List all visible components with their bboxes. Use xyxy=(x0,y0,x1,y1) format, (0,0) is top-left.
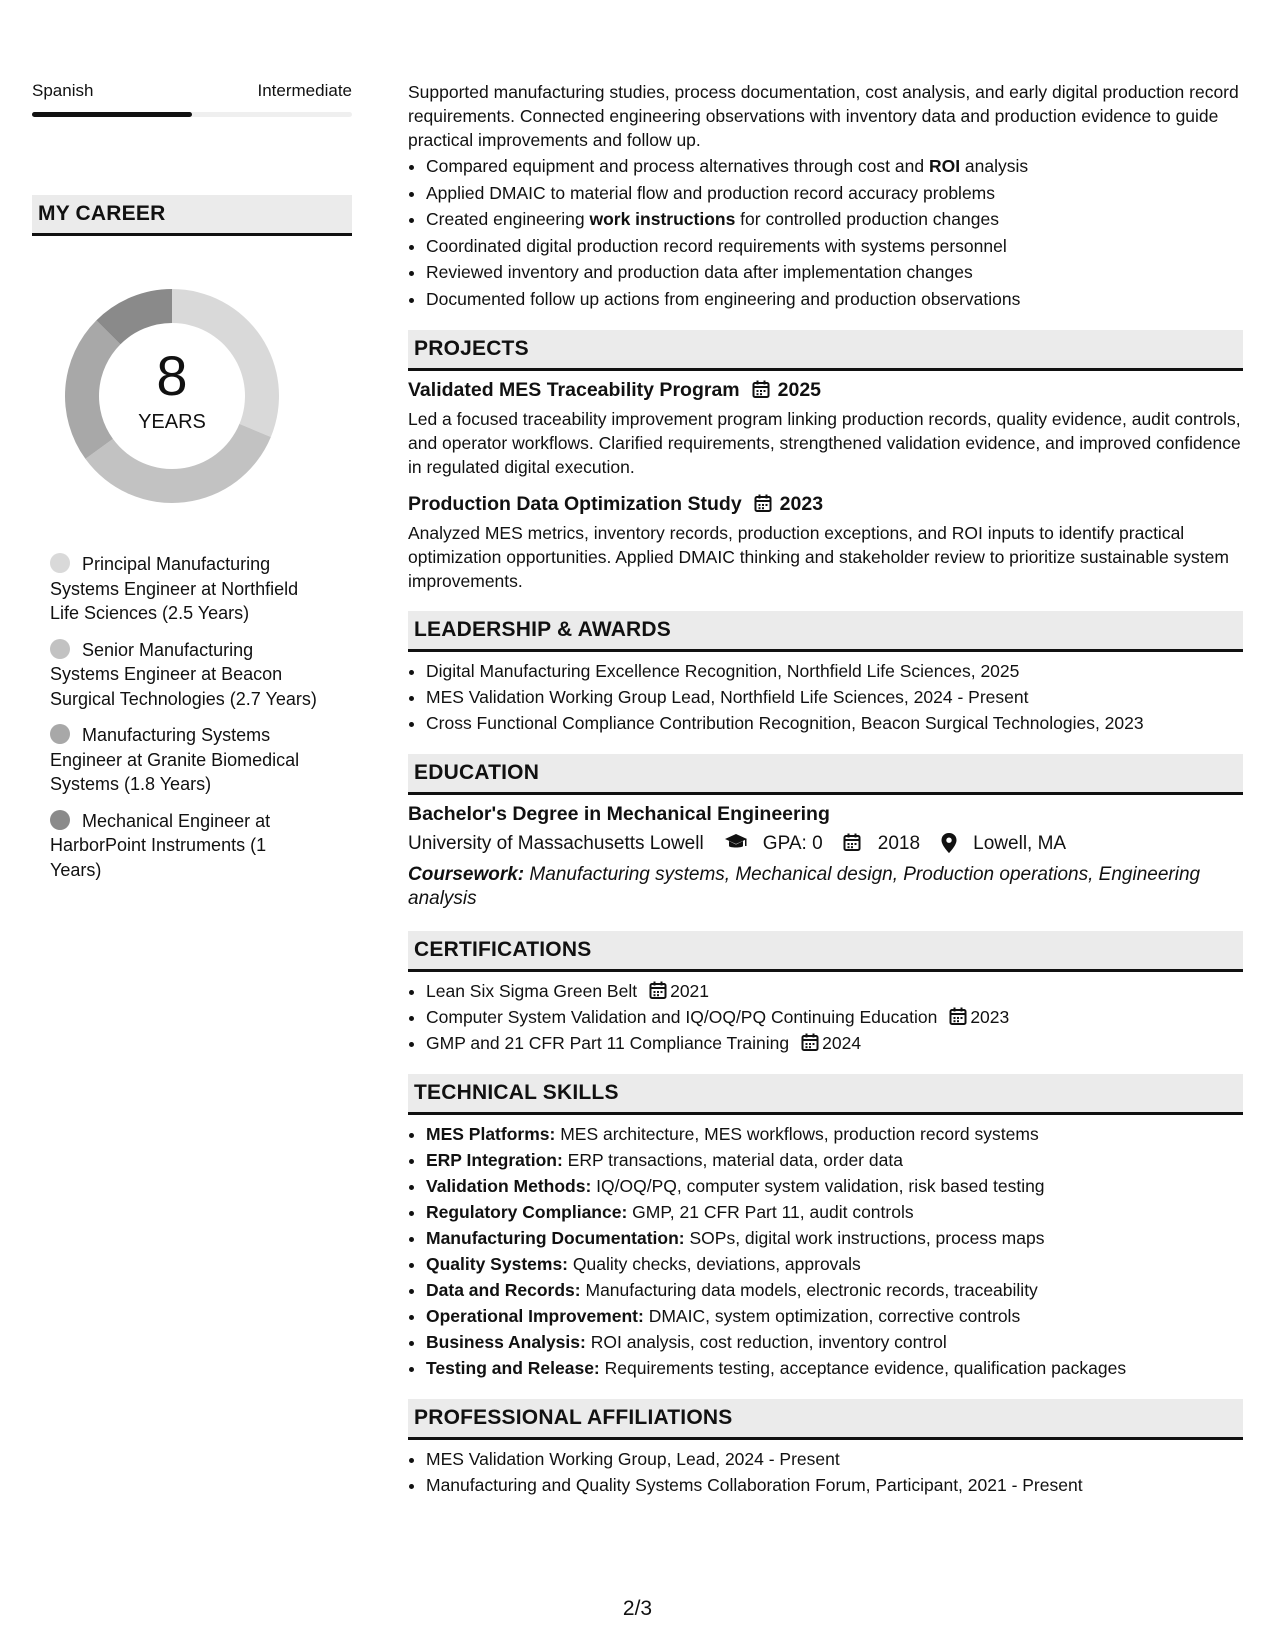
project-title: Validated MES Traceability Program xyxy=(408,379,740,401)
affiliation-item: • Manufacturing and Quality Systems Collaboration Forum, Participant, 2021 - Present xyxy=(426,1472,1243,1498)
skills-list xyxy=(408,1121,1243,1381)
graduation-year: 2018 xyxy=(877,833,921,854)
skill-item xyxy=(426,1251,1243,1277)
career-role-text: Mechanical Engineer at HarborPoint Instruments (1 Years) xyxy=(50,810,271,880)
sidebar xyxy=(32,80,352,894)
skill-label: Validation Methods: xyxy=(426,1176,592,1196)
skill-item xyxy=(426,1199,1243,1225)
main-content xyxy=(408,80,1243,1498)
calendar-icon xyxy=(801,1033,819,1051)
skill-item xyxy=(426,1225,1243,1251)
experience-bullet: • Documented follow up actions from engineering and production observations xyxy=(426,286,1243,313)
skill-item xyxy=(426,1329,1243,1355)
experience-bullet: • Coordinated digital production record requirements with systems personnel xyxy=(426,233,1243,260)
graduation-cap-icon xyxy=(724,833,742,851)
legend-swatch xyxy=(50,810,70,830)
gpa: GPA: 0 xyxy=(762,833,823,854)
project-title-row xyxy=(408,491,1243,517)
education-details xyxy=(408,831,1243,857)
skill-value: ROI analysis, cost reduction, inventory control xyxy=(590,1332,947,1352)
experience-bullet: • Created engineering work instructions for controlled production changes xyxy=(426,206,1243,233)
skill-item xyxy=(426,1121,1243,1147)
project-description: Led a focused traceability improvement program linking production records, quality evidence, audit controls, and operator workflows. Clarified requirements, strengthened validation evidence, and improved confidence in regulated digital execution. xyxy=(408,409,1241,477)
skill-label: Quality Systems: xyxy=(426,1254,568,1274)
skill-label: Data and Records: xyxy=(426,1280,581,1300)
school-name: University of Massachusetts Lowell xyxy=(408,833,704,854)
language-row xyxy=(32,80,352,102)
affiliations-list xyxy=(408,1446,1243,1498)
career-role-text: Manufacturing Systems Engineer at Granite Biomedical Systems (1.8 Years) xyxy=(50,725,300,794)
projects-heading: PROJECTS xyxy=(408,330,1243,371)
career-heading: MY CAREER xyxy=(32,195,352,236)
experience-intro: Supported manufacturing studies, process documentation, cost analysis, and early digital production record requirements. Connected engineering observations with inventory data and production evidence to guide practical improvements and follow up. xyxy=(408,82,1239,150)
project-title-row xyxy=(408,377,1243,403)
certifications-section xyxy=(408,931,1243,1056)
certifications-list xyxy=(408,978,1243,1056)
certification-year: 2024 xyxy=(822,1033,862,1053)
career-role-item xyxy=(50,638,320,712)
career-total-label: YEARS xyxy=(138,411,206,433)
leadership-heading: LEADERSHIP & AWARDS xyxy=(408,611,1243,652)
career-role-text: Senior Manufacturing Systems Engineer at Beacon Surgical Technologies (2.7 Years) xyxy=(50,639,317,709)
calendar-icon xyxy=(754,494,772,512)
calendar-icon xyxy=(752,380,770,398)
skill-label: Testing and Release: xyxy=(426,1358,600,1378)
experience-bullet: • Reviewed inventory and production data after implementation changes xyxy=(426,259,1243,286)
career-role-item xyxy=(50,552,320,626)
award-item: • Digital Manufacturing Excellence Recognition, Northfield Life Sciences, 2025 xyxy=(426,658,1243,684)
career-total-years: 8 xyxy=(156,344,188,407)
project-year: 2023 xyxy=(779,493,824,515)
skill-label: MES Platforms: xyxy=(426,1124,556,1144)
skill-item xyxy=(426,1277,1243,1303)
project-item xyxy=(408,377,1243,479)
education-heading: EDUCATION xyxy=(408,754,1243,795)
calendar-icon xyxy=(843,833,861,851)
certifications-heading: CERTIFICATIONS xyxy=(408,931,1243,972)
skill-label: Business Analysis: xyxy=(426,1332,586,1352)
award-item: • MES Validation Working Group Lead, Northfield Life Sciences, 2024 - Present xyxy=(426,684,1243,710)
career-role-item xyxy=(50,809,320,883)
skill-value: GMP, 21 CFR Part 11, audit controls xyxy=(632,1202,914,1222)
education-section xyxy=(408,754,1243,911)
coursework-label: Coursework: xyxy=(408,864,525,885)
skill-value: SOPs, digital work instructions, process maps xyxy=(689,1228,1045,1248)
career-role-item xyxy=(50,723,320,797)
career-role-text: Principal Manufacturing Systems Engineer at Northfield Life Sciences (2.5 Years) xyxy=(50,554,299,623)
certification-name: GMP and 21 CFR Part 11 Compliance Training xyxy=(426,1033,790,1053)
affiliation-item: • MES Validation Working Group, Lead, 2024 - Present xyxy=(426,1446,1243,1472)
legend-swatch xyxy=(50,724,70,744)
skill-value: IQ/OQ/PQ, computer system validation, risk based testing xyxy=(596,1176,1045,1196)
career-legend xyxy=(32,552,352,882)
affiliations-heading: PROFESSIONAL AFFILIATIONS xyxy=(408,1399,1243,1440)
skills-section xyxy=(408,1074,1243,1381)
leadership-list xyxy=(408,658,1243,736)
skill-value: ERP transactions, material data, order data xyxy=(567,1150,903,1170)
certification-item xyxy=(426,1030,1243,1056)
certification-year: 2023 xyxy=(970,1007,1010,1027)
career-donut-chart xyxy=(52,276,292,516)
skill-label: Manufacturing Documentation: xyxy=(426,1228,685,1248)
skill-value: Requirements testing, acceptance evidence, qualification packages xyxy=(604,1358,1127,1378)
degree-title: Bachelor's Degree in Mechanical Engineering xyxy=(408,803,830,825)
projects-list xyxy=(408,377,1243,593)
skill-label: Operational Improvement: xyxy=(426,1306,644,1326)
language-level: Intermediate xyxy=(257,81,352,100)
calendar-icon xyxy=(649,981,667,999)
language-name: Spanish xyxy=(32,81,94,100)
skill-label: ERP Integration: xyxy=(426,1150,563,1170)
certification-item xyxy=(426,978,1243,1004)
language-proficiency-fill xyxy=(32,112,192,117)
affiliations-section xyxy=(408,1399,1243,1498)
leadership-section xyxy=(408,611,1243,736)
award-item: • Cross Functional Compliance Contribution Recognition, Beacon Surgical Technologies, 2023 xyxy=(426,710,1243,736)
donut-slice xyxy=(85,424,270,503)
coursework xyxy=(408,863,1243,911)
skill-item xyxy=(426,1173,1243,1199)
skill-item xyxy=(426,1355,1243,1381)
certification-year: 2021 xyxy=(670,981,710,1001)
skill-value: DMAIC, system optimization, corrective controls xyxy=(648,1306,1021,1326)
skills-heading: TECHNICAL SKILLS xyxy=(408,1074,1243,1115)
project-year: 2025 xyxy=(777,379,822,401)
certification-name: Computer System Validation and IQ/OQ/PQ Continuing Education xyxy=(426,1007,938,1027)
legend-swatch xyxy=(50,553,70,573)
experience-bullet: • Compared equipment and process alternatives through cost and ROI analysis xyxy=(426,153,1243,180)
experience-bullet: • Applied DMAIC to material flow and production record accuracy problems xyxy=(426,180,1243,207)
certification-item xyxy=(426,1004,1243,1030)
location-pin-icon xyxy=(941,833,959,851)
page-number: 2/3 xyxy=(622,1597,653,1620)
legend-swatch xyxy=(50,639,70,659)
certification-name: Lean Six Sigma Green Belt xyxy=(426,981,638,1001)
language-proficiency-bar xyxy=(32,112,352,117)
calendar-icon xyxy=(949,1007,967,1025)
school-location: Lowell, MA xyxy=(973,833,1067,854)
skill-item xyxy=(426,1303,1243,1329)
project-item xyxy=(408,491,1243,593)
coursework-list: Manufacturing systems, Mechanical design, Production operations, Engineering analysis xyxy=(408,864,1201,909)
project-title: Production Data Optimization Study xyxy=(408,493,742,515)
skill-value: Quality checks, deviations, approvals xyxy=(572,1254,861,1274)
skill-value: MES architecture, MES workflows, production record systems xyxy=(560,1124,1039,1144)
skill-item xyxy=(426,1147,1243,1173)
projects-section xyxy=(408,330,1243,593)
experience-bullets xyxy=(408,153,1243,312)
skill-value: Manufacturing data models, electronic records, traceability xyxy=(585,1280,1038,1300)
skill-label: Regulatory Compliance: xyxy=(426,1202,628,1222)
project-description: Analyzed MES metrics, inventory records, production exceptions, and ROI inputs to identify practical optimization opportunities. Applied DMAIC thinking and stakeholder review to prioritize sustainable system improvements. xyxy=(408,523,1229,591)
